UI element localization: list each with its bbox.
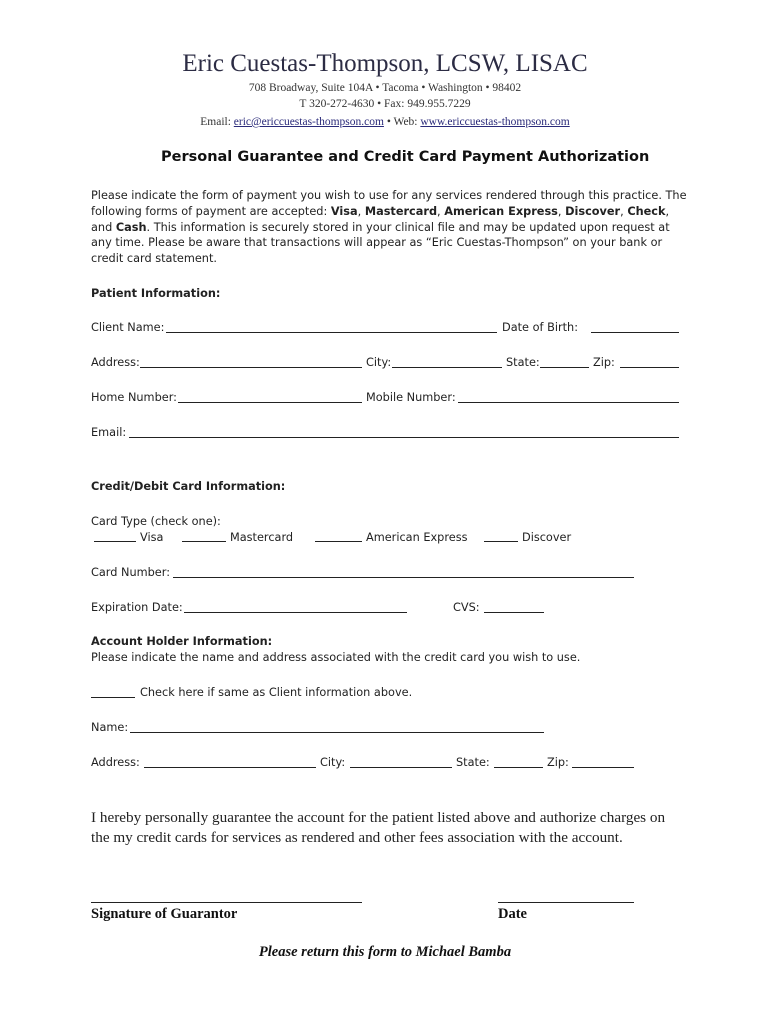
holder-instructions: Please indicate the name and address associated with the credit card you wish to use. xyxy=(91,651,581,664)
address-label: Address: xyxy=(91,356,140,369)
dob-field[interactable] xyxy=(591,332,679,333)
guarantee-line-1: I hereby personally guarantee the account for the patient listed above and authorize charges on xyxy=(91,809,666,826)
payment-discover: Discover xyxy=(565,205,621,218)
date-label: Date xyxy=(498,906,527,922)
web-link[interactable]: www.ericcuestas-thompson.com xyxy=(420,116,570,128)
intro-line-2 xyxy=(91,205,669,218)
holder-heading: Account Holder Information: xyxy=(91,635,273,648)
cvs-label: CVS: xyxy=(453,601,480,614)
holder-zip-label: Zip: xyxy=(547,756,569,769)
card-number-label: Card Number: xyxy=(91,566,171,579)
holder-state-field[interactable] xyxy=(494,767,543,768)
card-number-field[interactable] xyxy=(173,577,634,578)
card-type-discover: Discover xyxy=(522,531,572,544)
payment-visa: Visa xyxy=(330,205,358,218)
payment-mastercard: Mastercard xyxy=(364,205,438,218)
same-as-client-checkbox-line[interactable] xyxy=(91,697,135,698)
holder-address-field[interactable] xyxy=(144,767,316,768)
state-label: State: xyxy=(506,356,540,369)
intro-line-5: credit card statement. xyxy=(91,252,217,265)
email-prefix: Email: xyxy=(200,116,234,128)
zip-field[interactable] xyxy=(620,367,679,368)
holder-address-label: Address: xyxy=(91,756,140,769)
city-field[interactable] xyxy=(392,367,502,368)
card-type-visa: Visa xyxy=(140,531,164,544)
mobile-number-field[interactable] xyxy=(458,402,679,403)
payment-check: Check xyxy=(627,205,666,218)
sep: , xyxy=(557,205,566,218)
client-name-field[interactable] xyxy=(166,332,497,333)
client-name-label: Client Name: xyxy=(91,321,165,334)
mastercard-checkbox-line[interactable] xyxy=(182,541,226,542)
holder-zip-field[interactable] xyxy=(572,767,634,768)
sep: , xyxy=(665,205,670,218)
date-field[interactable] xyxy=(498,902,634,903)
practice-address: 708 Broadway, Suite 104A • Tacoma • Washington • 98402 xyxy=(248,82,522,94)
email-label: Email: xyxy=(91,426,127,439)
state-field[interactable] xyxy=(540,367,589,368)
email-field[interactable] xyxy=(129,437,679,438)
dob-label: Date of Birth: xyxy=(502,321,579,334)
city-label: City: xyxy=(366,356,392,369)
signature-label: Signature of Guarantor xyxy=(91,906,238,922)
card-heading: Credit/Debit Card Information: xyxy=(91,480,286,493)
home-number-field[interactable] xyxy=(178,402,362,403)
sep: , xyxy=(357,205,365,218)
guarantee-line-2: the my credit cards for services as rendered and other fees association with the account. xyxy=(91,829,623,846)
amex-checkbox-line[interactable] xyxy=(315,541,362,542)
payment-cash: Cash xyxy=(115,221,147,234)
holder-name-field[interactable] xyxy=(130,732,544,733)
holder-city-label: City: xyxy=(320,756,346,769)
return-instructions: Please return this form to Michael Bamba xyxy=(258,944,512,960)
address-field[interactable] xyxy=(140,367,362,368)
practice-name: Eric Cuestas-Thompson, LCSW, LISAC xyxy=(182,50,588,77)
intro-line-1: Please indicate the form of payment you wish to use for any services rendered through this practice. The xyxy=(91,189,687,202)
form-title: Personal Guarantee and Credit Card Payment Authorization xyxy=(161,149,650,165)
signature-field[interactable] xyxy=(91,902,362,903)
payment-amex: American Express xyxy=(444,205,558,218)
card-type-amex: American Express xyxy=(366,531,468,544)
practice-contact xyxy=(0,116,770,128)
intro-text: following forms of payment are accepted: xyxy=(91,205,331,218)
email-link[interactable]: eric@ericcuestas-thompson.com xyxy=(233,116,384,128)
holder-state-label: State: xyxy=(456,756,490,769)
patient-heading: Patient Information: xyxy=(91,287,221,300)
expiration-label: Expiration Date: xyxy=(91,601,183,614)
practice-phone: T 320-272-4630 • Fax: 949.955.7229 xyxy=(299,98,471,110)
card-type-label: Card Type (check one): xyxy=(91,515,221,528)
web-prefix: • Web: xyxy=(383,116,421,128)
card-type-mastercard: Mastercard xyxy=(230,531,294,544)
holder-name-label: Name: xyxy=(91,721,129,734)
intro-text: . This information is securely stored in your clinical file and may be updated upon request at xyxy=(146,221,670,234)
intro-text: and xyxy=(91,221,116,234)
same-as-client-label: Check here if same as Client information above. xyxy=(140,686,413,699)
sep: , xyxy=(437,205,445,218)
sep: , xyxy=(620,205,628,218)
expiration-field[interactable] xyxy=(184,612,407,613)
discover-checkbox-line[interactable] xyxy=(484,541,518,542)
zip-label: Zip: xyxy=(593,356,615,369)
intro-line-3 xyxy=(91,221,670,234)
intro-line-4: any time. Please be aware that transactions will appear as “Eric Cuestas-Thompson” on your bank or xyxy=(91,236,663,249)
visa-checkbox-line[interactable] xyxy=(94,541,136,542)
mobile-number-label: Mobile Number: xyxy=(366,391,456,404)
holder-city-field[interactable] xyxy=(350,767,452,768)
home-number-label: Home Number: xyxy=(91,391,177,404)
cvs-field[interactable] xyxy=(484,612,544,613)
